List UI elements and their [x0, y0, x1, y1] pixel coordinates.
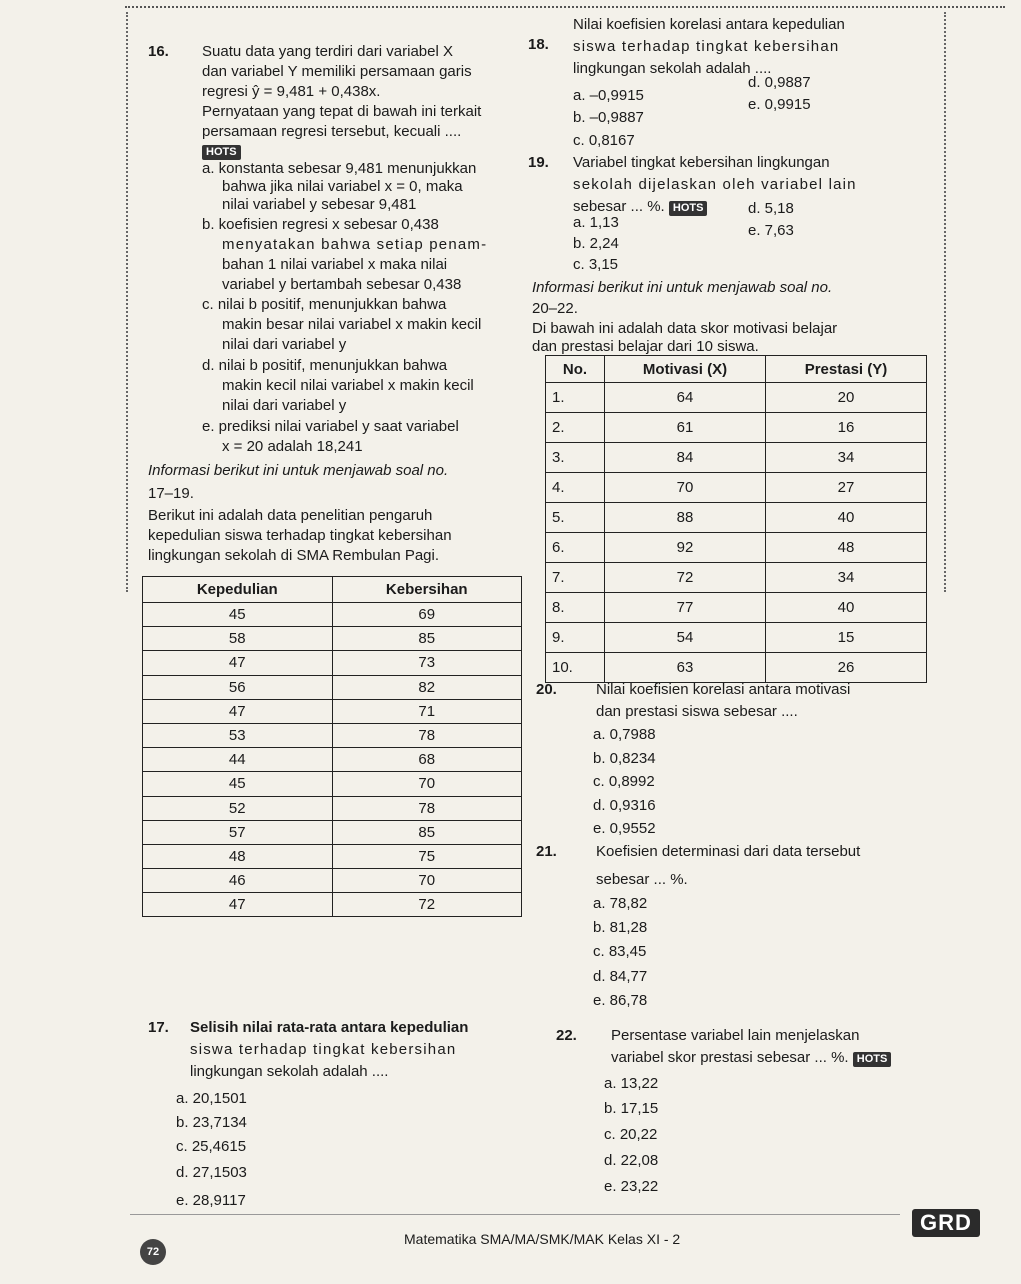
question-18-text: siswa terhadap tingkat kebersihan: [573, 38, 840, 55]
question-22-option: b. 17,15: [604, 1100, 659, 1117]
table-cell: 78: [332, 796, 522, 820]
question-20-number: 20.: [536, 681, 557, 698]
question-21-option: e. 86,78: [593, 992, 648, 1009]
question-22-text: variabel skor prestasi sebesar ... %.: [611, 1049, 849, 1066]
table-cell: 54: [605, 623, 766, 653]
question-16-option-b: b. koefisien regresi x sebesar 0,438: [202, 216, 439, 233]
table-row: [546, 383, 927, 413]
table-row: [546, 503, 927, 533]
table-cell: 52: [143, 796, 333, 820]
question-16-option-d: d. nilai b positif, menunjukkan bahwa: [202, 357, 448, 374]
question-20-text: dan prestasi siswa sebesar ....: [596, 703, 798, 720]
table-row: [143, 844, 522, 868]
table-cell: 63: [605, 653, 766, 683]
question-17-option: b. 23,7134: [176, 1114, 247, 1131]
publisher-logo: GRD: [912, 1209, 980, 1237]
question-17-text: Selisih nilai rata-rata antara kepedulian: [190, 1019, 469, 1036]
question-16-text: regresi ŷ = 9,481 + 0,438x.: [202, 83, 381, 100]
question-22-option: e. 23,22: [604, 1178, 659, 1195]
question-18-text: lingkungan sekolah adalah ....: [573, 60, 772, 77]
question-16-option-e: x = 20 adalah 18,241: [222, 438, 363, 455]
info-20-22-heading: 20–22.: [532, 300, 578, 317]
table-cell: 71: [332, 699, 522, 723]
question-17-option: c. 25,4615: [176, 1138, 247, 1155]
question-20-option: b. 0,8234: [593, 750, 656, 767]
footer-divider: [130, 1214, 900, 1215]
table-cell: 64: [605, 383, 766, 413]
info-17-19-heading: Informasi berikut ini untuk menjawab soal no.: [148, 462, 449, 479]
question-16-option-c: c. nilai b positif, menunjukkan bahwa: [202, 296, 447, 313]
question-16-text: persamaan regresi tersebut, kecuali ....: [202, 123, 462, 140]
info-20-22-heading: Informasi berikut ini untuk menjawab soal no.: [532, 279, 833, 296]
question-21-option: c. 83,45: [593, 943, 647, 960]
table-row: [546, 533, 927, 563]
hots-badge: HOTS: [853, 1052, 892, 1067]
question-22-option: c. 20,22: [604, 1126, 658, 1143]
table-cell: 48: [766, 533, 927, 563]
table-row: [143, 603, 522, 627]
info-20-22-text: dan prestasi belajar dari 10 siswa.: [532, 338, 759, 355]
table-row: [546, 593, 927, 623]
table-cell: 68: [332, 748, 522, 772]
question-16-option-a: nilai variabel y sebesar 9,481: [222, 196, 417, 213]
table-cell: 44: [143, 748, 333, 772]
question-18-option: b. –0,9887: [573, 109, 644, 126]
question-19-text: Variabel tingkat kebersihan lingkungan: [573, 154, 830, 171]
table-cell: 5.: [546, 503, 605, 533]
table-cell: 70: [332, 869, 522, 893]
question-16-option-c: makin besar nilai variabel x makin kecil: [222, 316, 482, 333]
table-row: [143, 723, 522, 747]
question-18-option: d. 0,9887: [748, 74, 811, 91]
table-row: [143, 772, 522, 796]
table-cell: 53: [143, 723, 333, 747]
table-cell: 16: [766, 413, 927, 443]
table-cell: 88: [605, 503, 766, 533]
table-cell: 6.: [546, 533, 605, 563]
table-cell: 85: [332, 820, 522, 844]
table-header: Kepedulian: [143, 577, 333, 603]
table-cell: 92: [605, 533, 766, 563]
table-row: [546, 653, 927, 683]
table-row: [143, 893, 522, 917]
question-20-option: a. 0,7988: [593, 726, 656, 743]
table-cell: 46: [143, 869, 333, 893]
table-row: [143, 675, 522, 699]
question-16-option-b: menyatakan bahwa setiap penam-: [222, 236, 488, 253]
question-16-number: 16.: [148, 43, 169, 60]
table-cell: 47: [143, 699, 333, 723]
table-cell: 26: [766, 653, 927, 683]
spiral-binding-top: [125, 6, 1005, 22]
table-cell: 8.: [546, 593, 605, 623]
question-17-option: e. 28,9117: [176, 1192, 246, 1209]
table-row: [143, 651, 522, 675]
table-cell: 73: [332, 651, 522, 675]
question-18-option: c. 0,8167: [573, 132, 635, 149]
table-row: [546, 443, 927, 473]
table-row: [143, 699, 522, 723]
table-cell: 82: [332, 675, 522, 699]
question-16-option-a: bahwa jika nilai variabel x = 0, maka: [222, 178, 463, 195]
table-cell: 45: [143, 772, 333, 796]
table-header: Prestasi (Y): [766, 356, 927, 383]
question-21-number: 21.: [536, 843, 557, 860]
question-19-text: sebesar ... %.: [573, 198, 665, 215]
table-cell: 57: [143, 820, 333, 844]
table-cell: 40: [766, 503, 927, 533]
question-19-option: e. 7,63: [748, 222, 794, 239]
info-17-19-heading: 17–19.: [148, 485, 194, 502]
table-header: Kebersihan: [332, 577, 522, 603]
question-16-text: Suatu data yang terdiri dari variabel X: [202, 43, 453, 60]
question-21-text: sebesar ... %.: [596, 871, 688, 888]
question-19-text: sekolah dijelaskan oleh variabel lain: [573, 176, 857, 193]
info-17-19-text: Berikut ini adalah data penelitian pengaruh: [148, 507, 433, 524]
table-cell: 40: [766, 593, 927, 623]
table-header: No.: [546, 356, 605, 383]
question-21-option: b. 81,28: [593, 919, 648, 936]
kepedulian-kebersihan-table: [142, 576, 522, 917]
table-row: [143, 796, 522, 820]
page-number: 72: [140, 1239, 166, 1265]
question-16-option-d: makin kecil nilai variabel x makin kecil: [222, 377, 474, 394]
table-cell: 1.: [546, 383, 605, 413]
question-18-option: e. 0,9915: [748, 96, 811, 113]
table-cell: 2.: [546, 413, 605, 443]
question-16-option-d: nilai dari variabel y: [222, 397, 347, 414]
table-cell: 75: [332, 844, 522, 868]
question-16-text: Pernyataan yang tepat di bawah ini terkait: [202, 103, 482, 120]
question-18-text: Nilai koefisien korelasi antara kepedulian: [573, 16, 845, 33]
question-16-option-c: nilai dari variabel y: [222, 336, 347, 353]
table-cell: 48: [143, 844, 333, 868]
question-19-option: d. 5,18: [748, 200, 794, 217]
question-22-option: d. 22,08: [604, 1152, 659, 1169]
table-cell: 34: [766, 443, 927, 473]
table-cell: 85: [332, 627, 522, 651]
question-19-option: c. 3,15: [573, 256, 619, 273]
question-17-number: 17.: [148, 1019, 169, 1036]
question-17-text: lingkungan sekolah adalah ....: [190, 1063, 389, 1080]
question-16-option-b: variabel y bertambah sebesar 0,438: [222, 276, 462, 293]
question-17-text: siswa terhadap tingkat kebersihan: [190, 1041, 457, 1058]
table-cell: 72: [332, 893, 522, 917]
question-21-option: d. 84,77: [593, 968, 648, 985]
spiral-binding-right: [930, 12, 946, 592]
question-18-option: a. –0,9915: [573, 87, 644, 104]
table-cell: 3.: [546, 443, 605, 473]
table-row: [546, 473, 927, 503]
question-17-option: d. 27,1503: [176, 1164, 247, 1181]
question-22-text: Persentase variabel lain menjelaskan: [611, 1027, 860, 1044]
hots-badge: HOTS: [202, 145, 241, 160]
question-19-option: b. 2,24: [573, 235, 619, 252]
question-16-text: dan variabel Y memiliki persamaan garis: [202, 63, 472, 80]
table-row: [143, 627, 522, 651]
question-16-option-a: a. konstanta sebesar 9,481 menunjukkan: [202, 160, 477, 177]
table-row: [143, 869, 522, 893]
spiral-binding-left: [126, 12, 142, 592]
table-cell: 27: [766, 473, 927, 503]
table-cell: 20: [766, 383, 927, 413]
question-20-option: c. 0,8992: [593, 773, 655, 790]
table-row: [143, 820, 522, 844]
table-row: [546, 563, 927, 593]
info-20-22-text: Di bawah ini adalah data skor motivasi belajar: [532, 320, 838, 337]
table-cell: 4.: [546, 473, 605, 503]
table-cell: 47: [143, 893, 333, 917]
table-cell: 69: [332, 603, 522, 627]
table-cell: 58: [143, 627, 333, 651]
table-cell: 10.: [546, 653, 605, 683]
book-title: Matematika SMA/MA/SMK/MAK Kelas XI - 2: [404, 1231, 681, 1247]
table-cell: 72: [605, 563, 766, 593]
table-cell: 61: [605, 413, 766, 443]
question-19-option: a. 1,13: [573, 214, 619, 231]
question-18-number: 18.: [528, 36, 549, 53]
table-cell: 56: [143, 675, 333, 699]
table-row: [546, 623, 927, 653]
table-row: [546, 413, 927, 443]
table-cell: 9.: [546, 623, 605, 653]
question-20-option: d. 0,9316: [593, 797, 656, 814]
question-17-option: a. 20,1501: [176, 1090, 247, 1107]
question-20-text: Nilai koefisien korelasi antara motivasi: [596, 681, 851, 698]
question-16-option-b: bahan 1 nilai variabel x maka nilai: [222, 256, 448, 273]
table-cell: 45: [143, 603, 333, 627]
table-cell: 70: [605, 473, 766, 503]
table-row: [143, 748, 522, 772]
table-cell: 84: [605, 443, 766, 473]
table-cell: 47: [143, 651, 333, 675]
question-16-option-e: e. prediksi nilai variabel y saat variabel: [202, 418, 459, 435]
table-cell: 77: [605, 593, 766, 623]
hots-badge: HOTS: [669, 201, 708, 216]
table-cell: 78: [332, 723, 522, 747]
question-22-option: a. 13,22: [604, 1075, 659, 1092]
question-21-option: a. 78,82: [593, 895, 648, 912]
table-cell: 7.: [546, 563, 605, 593]
table-cell: 70: [332, 772, 522, 796]
question-22-number: 22.: [556, 1027, 577, 1044]
motivasi-prestasi-table: [545, 355, 927, 683]
question-21-text: Koefisien determinasi dari data tersebut: [596, 843, 861, 860]
question-19-number: 19.: [528, 154, 549, 171]
table-cell: 34: [766, 563, 927, 593]
table-cell: 15: [766, 623, 927, 653]
info-17-19-text: kepedulian siswa terhadap tingkat kebersihan: [148, 527, 452, 544]
table-header: Motivasi (X): [605, 356, 766, 383]
info-17-19-text: lingkungan sekolah di SMA Rembulan Pagi.: [148, 547, 440, 564]
question-20-option: e. 0,9552: [593, 820, 656, 837]
